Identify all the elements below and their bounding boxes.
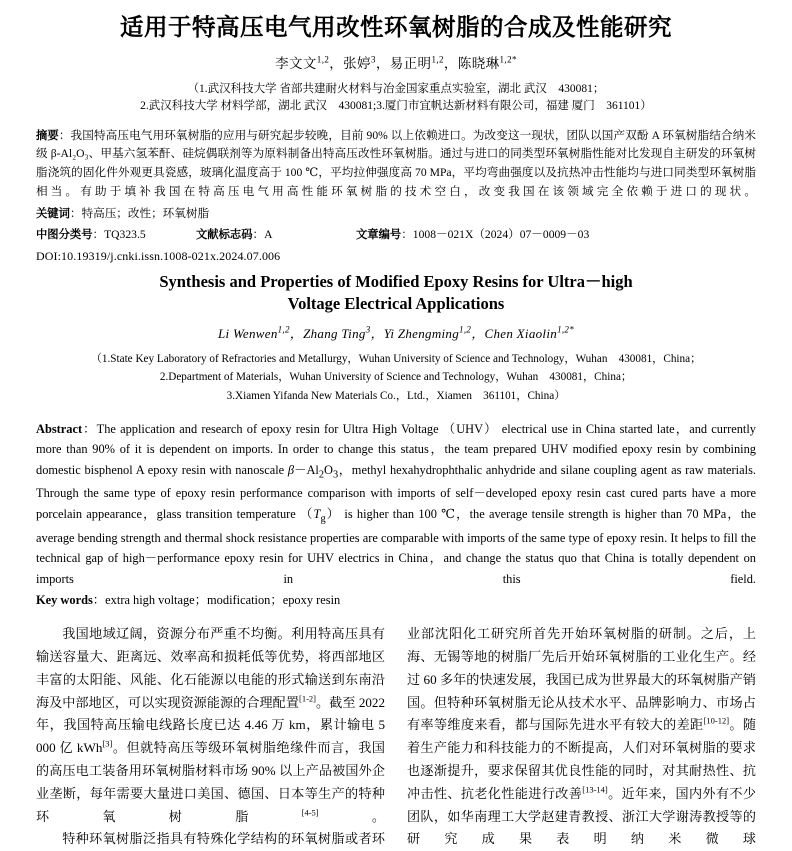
body-columns (36, 623, 756, 851)
doi-line: DOI:10.19319/j.cnki.issn.1008-021x.2024.07.006 (36, 248, 281, 263)
english-affiliations (36, 350, 756, 404)
english-affiliation-line: 2.Department of Materials，Wuhan University of Science and Technology，Wuhan 430081，China； (159, 371, 633, 384)
chinese-abstract-text: ：我国特高压电气用环氧树脂的应用与研究起步较晚，目前 90% 以上依赖进口。为改变这一现状，团队以国产双酚 A 环氧树脂结合纳米级 β-Al₂O₃、甲基六氢苯酐、硅烷偶联剂等为原料制备出特高压改性环氧树脂。通过与进口的同类型环氧树脂性能对比发现自主研发的环氧树脂浇筑的固化件外观更具瓷感，玻璃化温度高于 100 ℃，平均拉伸强度高 70 MPa，平均弯曲强度以及抗热冲击性能均与进口同类型环氧树脂相当。有助于填补我国在特高压电气用高性能环氧树脂的技术空白，改变我国在该领域完全依赖于进口的现状。 (36, 128, 756, 198)
english-title-line-1: Synthesis and Properties of Modified Epoxy Resins for Ultra－high (159, 271, 633, 291)
article-number (356, 226, 589, 245)
article-number-value: ：1008－021X（2024）07－0009－03 (401, 228, 590, 242)
english-keywords-label: Key words (36, 593, 93, 608)
chinese-author-list: 李文文$^{1,2}$，张婷$^3$，易正明$^{1,2}$，陈晓琳$^{1,2*}$ (275, 54, 517, 72)
document-code (196, 226, 356, 245)
english-abstract (36, 419, 756, 590)
english-title (36, 271, 756, 315)
clc-number (36, 226, 196, 245)
document-code-label: 文献标志码 (196, 228, 253, 242)
chinese-abstract-label: 摘要 (36, 128, 59, 142)
article-number-label: 文章编号 (356, 228, 402, 242)
english-title-line-2: Voltage Electrical Applications (287, 293, 505, 313)
clc-number-label: 中图分类号 (36, 228, 93, 242)
chinese-affiliation-line: 2.武汉科技大学 材料学部，湖北 武汉 430081;3.厦门市宜帆达新材料有限公司，福建 厦门 361101） (140, 100, 652, 113)
clc-number-value: ：TQ323.5 (92, 228, 146, 242)
chinese-affiliations (36, 81, 756, 116)
english-affiliation-line: （1.State Key Laboratory of Refractories and Metallurgy，Wuhan University of Science and Technology，Wuhan 430081，China； (90, 353, 702, 366)
chinese-keywords-label: 关键词 (36, 206, 70, 220)
chinese-keywords-text: ：特高压；改性；环氧树脂 (69, 206, 210, 220)
english-abstract-text: ：The application and research of epoxy resin for Ultra High Voltage （UHV） electrical use in China started late，and currently more than 90% of it is dependent on imports. In order to change this status，the team prepared UHV modified epoxy resin by combining domestic bisphenol A epoxy resin with nanoscale $\beta-Al_2O_3$，methyl hexahydrophthalic anhydride and silane coupling agent as raw materials. Through the same type of epoxy resin performance comparison with imports of self－developed epoxy resin cast cured parts have a more porcelain appearance，glass transition temperature $(T_g)$ is higher than 100 ℃，the average tensile strength is higher than 70 MPa，the average bending strength and thermal shock resistance properties are comparable with imports of the same type of epoxy resin. It helps to fill the technical gap of high－performance epoxy resin for UHV electrics in China，and change the status quo that China is totally dependent on imports in this field. (36, 421, 756, 586)
chinese-abstract (36, 127, 756, 202)
english-abstract-label: Abstract (36, 421, 83, 436)
english-affiliation-line: 3.Xiamen Yifanda New Materials Co.，Ltd.，Xiamen 361101，China） (226, 389, 566, 402)
document-code-value: ：A (252, 228, 273, 242)
body-column-right: 业部沈阳化工研究所首先开始环氧树脂的研制。之后，上海、无锡等地的树脂厂先后开始环氧树脂的工业化生产。经过 60 多年的快速发展，我国已成为世界最大的环氧树脂产销国。但特种环氧树脂无论从技术水平、品牌影响力、市场占有率等维度来看，都与国际先进水平有较大的差距[10-12]。随着生产能力和科技能力的不断提高，人们对环氧树脂的要求也逐渐提升，要求保留其优良性能的同时，对其耐热性、抗冲击性、抗老化性能进行改善[13-14]。近年来，国内外有不少团队，如华南理工大学赵建青教授、浙江大学谢涛教授等的研究成果表明纳米微球 (407, 626, 757, 847)
chinese-affiliation-line: （1.武汉科技大学 省部共建耐火材料与冶金国家重点实验室，湖北 武汉 430081； (187, 83, 605, 96)
chinese-keywords (36, 205, 756, 224)
english-keywords-text: ：extra high voltage；modification；epoxy resin (92, 593, 341, 608)
body-column-left: 我国地域辽阔，资源分布严重不均衡。利用特高压具有输送容量大、距离远、效率高和损耗低等优势，将西部地区丰富的太阳能、风能、化石能源以电能的形式输送到东南沿海及中部地区，可以实现资源能源的合理配置[1-2]。截至 2022 年，我国特高压输电线路长度已达 4.46 万 km，累计输电 5 000 亿 kWh[3]。但就特高压等级环氧树脂绝缘件而言，我国的高压电工装备用环氧树脂材料市场 90% 以上产品被国外企业垄断，每年需要大量进口美国、德国、日本等生产的特种环氧树脂[4-5]。 特种环氧树脂泛指具有特殊化学结构的环氧树脂或者环 (36, 626, 386, 847)
english-author-list: Li Wenwen$^{1,2}$，Zhang Ting$^3$，Yi Zhengming$^{1,2}$，Chen Xiaolin$^{1,2*}$ (217, 324, 575, 342)
english-keywords (36, 591, 756, 611)
classification-row (36, 226, 756, 245)
chinese-title: 适用于特高压电气用改性环氧树脂的合成及性能研究 (120, 13, 672, 41)
